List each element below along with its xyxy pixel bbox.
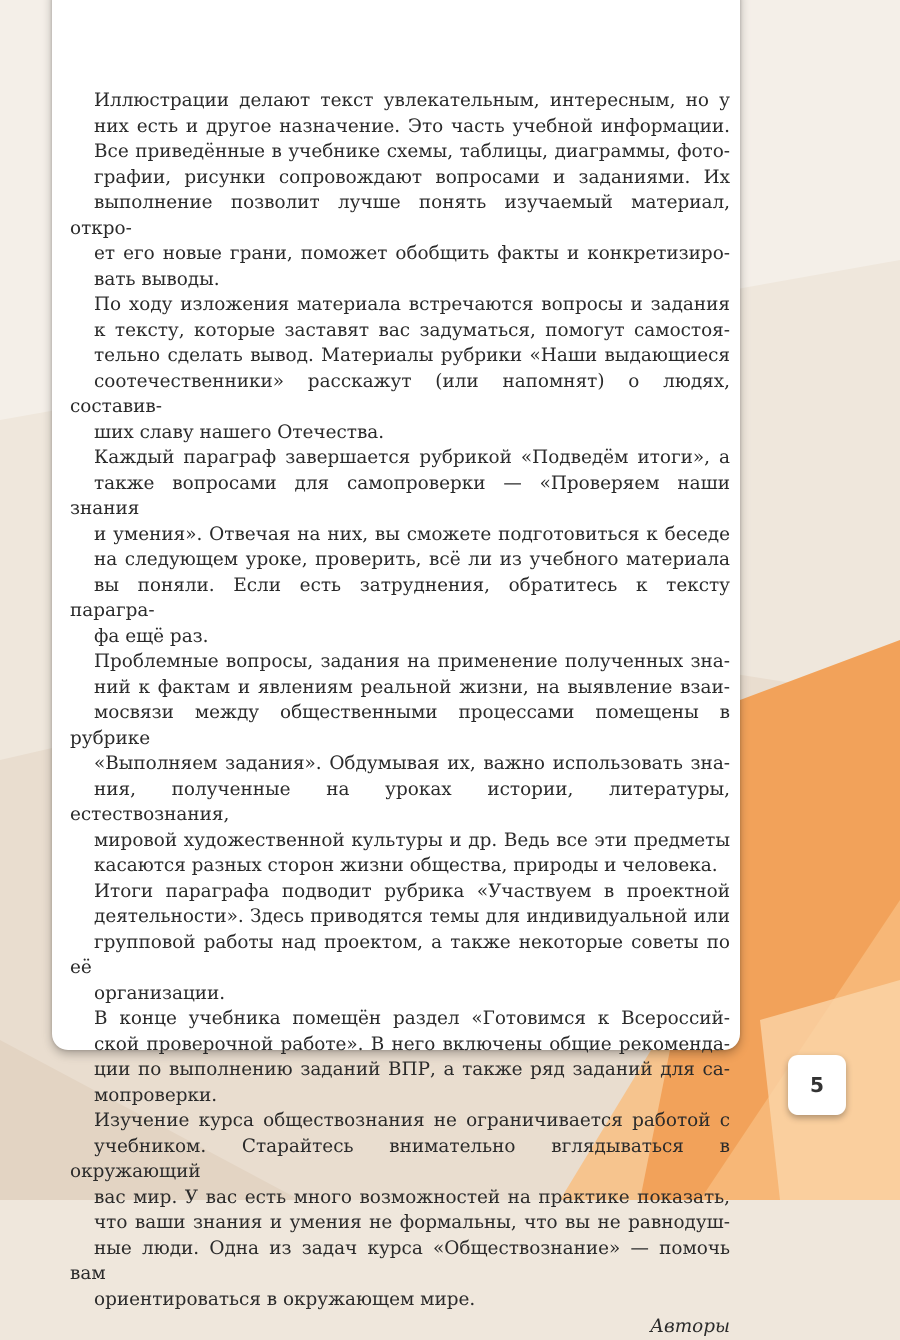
paragraph-project xyxy=(70,879,730,1007)
text-line: к тексту, которые заставят вас задуматься, помогут самостоя- xyxy=(94,319,730,341)
text-line: также вопросами для самопроверки — «Проверяем наши знания xyxy=(70,472,730,519)
text-line: графии, рисунки сопровождают вопросами и заданиями. Их xyxy=(94,166,730,188)
paragraph-illustrations xyxy=(70,88,730,292)
text-line: вас мир. У вас есть много возможностей на практике показать, xyxy=(94,1186,730,1208)
text-line: Итоги параграфа подводит рубрика «Участвуем в проектной xyxy=(94,880,730,902)
text-line: мопроверки. xyxy=(94,1084,218,1106)
text-line: организации. xyxy=(94,982,226,1004)
text-line: что ваши знания и умения не формальны, что вы не равнодуш- xyxy=(94,1212,730,1233)
text-line: ные люди. Одна из задач курса «Обществознание» — помочь вам xyxy=(70,1237,730,1284)
text-line: Иллюстрации делают текст увлекательным, интересным, но у xyxy=(94,90,730,111)
text-line: Изучение курса обществознания не ограничивается работой с xyxy=(94,1110,730,1131)
text-line: учебником. Старайтесь внимательно вглядываться в окружающий xyxy=(70,1135,730,1182)
main-text xyxy=(70,88,730,1340)
text-line: По ходу изложения материала встречаются вопросы и задания xyxy=(94,294,730,315)
paragraph-questions xyxy=(70,292,730,445)
text-line: Все приведённые в учебнике схемы, таблицы, диаграммы, фото- xyxy=(94,141,730,162)
text-line: соотечественники» расскажут (или напомнят) о людях, составив- xyxy=(70,370,730,417)
authors-signature: Авторы xyxy=(650,1316,730,1337)
paragraph-conclusion xyxy=(70,1108,730,1312)
text-line: ших славу нашего Отечества. xyxy=(94,421,385,443)
text-line: мосвязи между общественными процессами помещены в рубрике xyxy=(70,702,730,749)
text-line: касаются разных сторон жизни общества, природы и человека. xyxy=(94,855,718,876)
text-line: ет его новые грани, поможет обобщить факты и конкретизиро- xyxy=(94,243,730,264)
text-line: «Выполняем задания». Обдумывая их, важно использовать зна- xyxy=(94,753,730,774)
text-line: фа ещё раз. xyxy=(94,625,209,647)
text-line: тельно сделать вывод. Материалы рубрики «Наши выдающиеся xyxy=(94,345,730,366)
text-line: вы поняли. Если есть затруднения, обратитесь к тексту парагра- xyxy=(70,574,730,621)
text-line: мировой художественной культуры и др. Ведь все эти предметы xyxy=(94,829,730,851)
text-line: Проблемные вопросы, задания на применение полученных зна- xyxy=(94,651,730,672)
text-line: на следующем уроке, проверить, всё ли из учебного материала xyxy=(94,549,730,570)
text-line: ориентироваться в окружающем мире. xyxy=(94,1288,476,1310)
text-line: В конце учебника помещён раздел «Готовимся к Всероссий- xyxy=(94,1008,730,1029)
text-line: деятельности». Здесь приводятся темы для индивидуальной или xyxy=(94,906,730,927)
text-line: ния, полученные на уроках истории, литературы, естествознания, xyxy=(70,778,730,825)
text-line: Каждый параграф завершается рубрикой «Подведём итоги», а xyxy=(94,447,730,468)
page-number: 5 xyxy=(788,1055,846,1115)
text-line: вать выводы. xyxy=(94,268,220,290)
text-line: ции по выполнению заданий ВПР, а также ряд заданий для са- xyxy=(94,1059,730,1080)
paragraph-summary xyxy=(70,445,730,649)
text-line: ской проверочной работе». В него включены общие рекоменда- xyxy=(94,1033,730,1055)
text-line: групповой работы над проектом, а также некоторые советы по её xyxy=(70,931,730,978)
paragraph-vpr xyxy=(70,1006,730,1108)
text-line: выполнение позволит лучше понять изучаемый материал, откро- xyxy=(70,192,730,239)
text-line: них есть и другое назначение. Это часть учебной информации. xyxy=(94,115,730,137)
text-line: ний к фактам и явлениям реальной жизни, на выявление взаи- xyxy=(94,676,730,698)
paragraph-problems xyxy=(70,649,730,879)
text-line: и умения». Отвечая на них, вы сможете подготовиться к беседе xyxy=(94,523,730,545)
